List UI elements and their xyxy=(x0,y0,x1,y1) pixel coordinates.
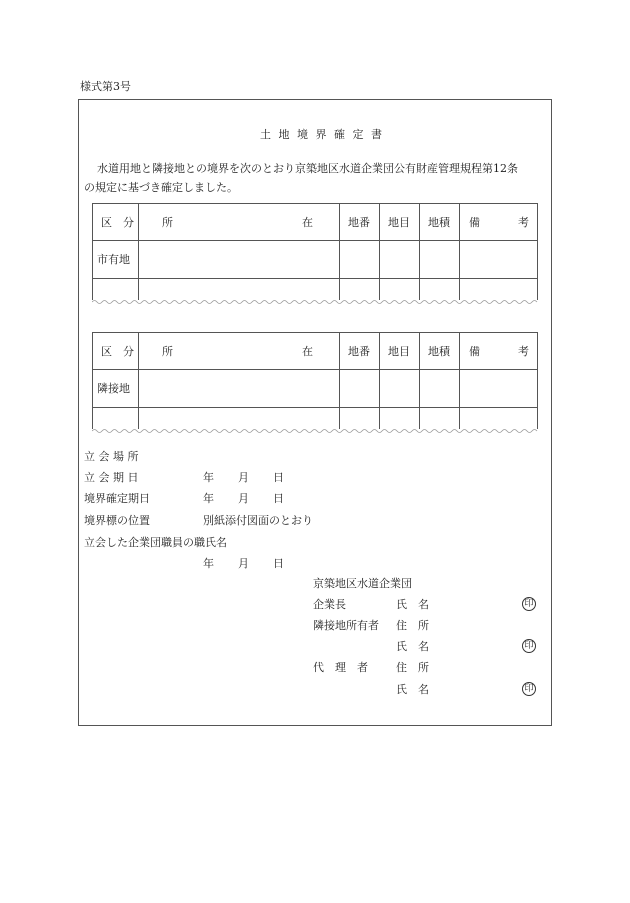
header-location-left: 所 xyxy=(162,345,173,358)
header-remarks-right: 考 xyxy=(518,216,529,229)
name-label: 氏 名 xyxy=(396,598,429,611)
header-remarks-left: 備 xyxy=(469,216,480,229)
date-year: 年 xyxy=(203,492,214,505)
form-number: 様式第3号 xyxy=(80,80,131,93)
header-lot-number: 地番 xyxy=(348,345,370,358)
address-label: 住 所 xyxy=(396,661,429,674)
address-label: 住 所 xyxy=(396,619,429,632)
header-lot-number: 地番 xyxy=(348,216,370,229)
document-title: 土 地 境 界 確 定 書 xyxy=(260,128,384,141)
org-name: 京築地区水道企業団 xyxy=(313,577,412,590)
header-division: 区 分 xyxy=(101,345,134,358)
header-remarks-left: 備 xyxy=(469,345,480,358)
wavy-break xyxy=(92,298,538,306)
date-year: 年 xyxy=(203,557,214,570)
header-location-right: 在 xyxy=(302,216,313,229)
field-staff-name: 立会した企業団職員の職氏名 xyxy=(84,536,227,549)
municipal-land-table xyxy=(92,203,538,308)
header-land-category: 地目 xyxy=(388,216,410,229)
date-month: 月 xyxy=(238,557,249,570)
date-day: 日 xyxy=(273,492,284,505)
neighbor-owner-label: 隣接地所有者 xyxy=(313,619,379,632)
adjacent-land-table xyxy=(92,332,538,437)
header-area: 地積 xyxy=(428,345,450,358)
date-month: 月 xyxy=(238,471,249,484)
director-label: 企業長 xyxy=(313,598,346,611)
date-month: 月 xyxy=(238,492,249,505)
seal-mark: 印 xyxy=(522,682,536,696)
name-label: 氏 名 xyxy=(396,683,429,696)
field-meeting-date: 立 会 期 日 xyxy=(84,471,139,484)
intro-line-2: の規定に基づき確定しました。 xyxy=(84,181,238,194)
agent-label: 代 理 者 xyxy=(313,661,368,674)
wavy-break xyxy=(92,427,538,435)
header-land-category: 地目 xyxy=(388,345,410,358)
date-year: 年 xyxy=(203,471,214,484)
header-area: 地積 xyxy=(428,216,450,229)
field-confirm-date: 境界確定期日 xyxy=(84,492,150,505)
header-location-left: 所 xyxy=(162,216,173,229)
name-label: 氏 名 xyxy=(396,640,429,653)
date-day: 日 xyxy=(273,557,284,570)
header-location-right: 在 xyxy=(302,345,313,358)
marker-location-value: 別紙添付図面のとおり xyxy=(203,514,313,527)
seal-mark: 印 xyxy=(522,597,536,611)
field-meeting-place: 立 会 場 所 xyxy=(84,450,139,463)
field-marker-location: 境界標の位置 xyxy=(84,514,150,527)
intro-line-1: 水道用地と隣接地との境界を次のとおり京築地区水道企業団公有財産管理規程第12条 xyxy=(97,162,518,175)
seal-mark: 印 xyxy=(522,639,536,653)
date-day: 日 xyxy=(273,471,284,484)
row-label-adjacent: 隣接地 xyxy=(97,382,130,395)
row-label-municipal: 市有地 xyxy=(97,253,130,266)
header-remarks-right: 考 xyxy=(518,345,529,358)
header-division: 区 分 xyxy=(101,216,134,229)
